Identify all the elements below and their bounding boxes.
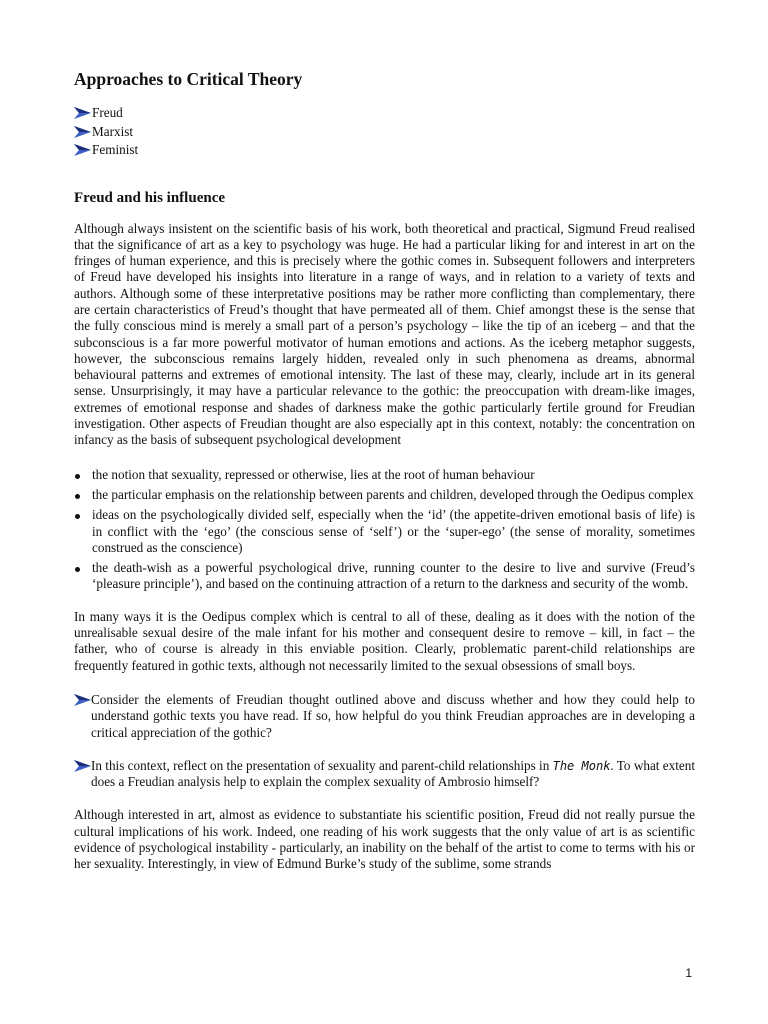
book-title: The Monk — [552, 758, 611, 773]
activity-task-2 — [74, 758, 695, 791]
list-item — [74, 467, 695, 483]
oedipus-paragraph: In many ways it is the Oedipus complex which is central to all of these, dealing as it does with the notion of the unrealisable sexual desire of the male infant for his mother and consequent desire to remove – kill, in fact – the father, who of course is already in this enviable position. Clearly, problematic parent-child relationships are frequently featured in gothic texts, although not necessarily limited to the sexual obsessions of small boys. — [74, 608, 695, 673]
bullet-dot-icon — [75, 514, 80, 519]
arrow-bullet-icon — [74, 144, 91, 156]
topic-label: Feminist — [92, 142, 139, 157]
list-item — [74, 560, 695, 593]
task-text-after: . To what extent does a Freudian analysis help to explain the complex sexuality of Ambrosio himself? — [91, 757, 695, 790]
page-content — [74, 68, 695, 891]
list-item-text: the death-wish as a powerful psychological drive, running counter to the desire to live and survive (Freud’s ‘pleasure principle’), and based on the continuing attraction of a return to the darkness and security of the womb. — [92, 560, 695, 592]
arrow-bullet-icon — [74, 760, 91, 772]
topic-list — [74, 104, 695, 160]
list-item — [74, 487, 695, 503]
topic-item — [74, 104, 695, 123]
arrow-bullet-icon — [74, 694, 91, 706]
page-title: Approaches to Critical Theory — [74, 69, 303, 89]
task-text: Consider the elements of Freudian thought outlined above and discuss whether and how they could help to understand gothic texts you have read. If so, how helpful do you think Freudian approaches are in developing a critical appreciation of the gothic? — [91, 691, 695, 740]
arrow-bullet-icon — [74, 107, 91, 119]
closing-paragraph: Although interested in art, almost as evidence to substantiate his scientific position, Freud did not really pursue the cultural implications of his work. Indeed, one reading of his work suggests that the only value of art is as scientific evidence of psychological instability - particularly, an inability on the behalf of the artist to come to terms with his or her sexuality. Interestingly, in view of Edmund Burke’s study of the sublime, some strands — [74, 807, 695, 872]
bullet-dot-icon — [75, 567, 80, 572]
freud-aspects-list — [74, 467, 695, 593]
task-text — [91, 758, 695, 791]
list-item-text: ideas on the psychologically divided self, especially when the ‘id’ (the appetite-driven emotional basis of life) is in conflict with the ‘ego’ (the conscious sense of ‘self’) or the ‘super-ego’ (the sense of morality, sometimes construed as the conscience) — [92, 507, 695, 555]
arrow-bullet-icon — [74, 126, 91, 138]
intro-paragraph: Although always insistent on the scientific basis of his work, both theoretical and practical, Sigmund Freud realised that the significance of art as a key to psychology was huge. He had a particular liking for and interest in art on the fringes of human experience, and this is precisely where the gothic comes in. Subsequent followers and interpreters of Freud have developed his insights into literature in a range of ways, and in relation to a variety of texts and authors. Although some of these interpretative positions may be rather more conflicting than complementary, there are certain characteristics of Freud’s thought that have permeated all of them. Chief amongst these is the sense that the fully conscious mind is merely a small part of a person’s psychology – like the tip of an iceberg – and that the subconscious is a far more powerful motivator of human emotions and actions. As the iceberg metaphor suggests, however, the subconscious remains largely hidden, revealed only in such phenomena as dreams, abnormal behavioural patterns and extremes of emotional intensity. The last of these may, clearly, include art in its general sense. Unsurprisingly, it may have a particular relevance to the gothic: the preoccupation with dream-like images, extremes of emotional response and shades of darkness make the gothic particularly fertile ground for Freudian investigation. Other aspects of Freudian thought are also especially apt in this context, notably: the concentration on infancy as the basis of subsequent psychological development — [74, 220, 695, 448]
section-heading: Freud and his influence — [74, 189, 226, 206]
bullet-dot-icon — [75, 474, 80, 479]
activity-task-1 — [74, 692, 695, 741]
topic-item — [74, 141, 695, 160]
topic-label: Freud — [92, 105, 123, 120]
list-item-text: the notion that sexuality, repressed or otherwise, lies at the root of human behaviour — [92, 466, 535, 482]
task-text-before: In this context, reflect on the presentation of sexuality and parent-child relationships in — [91, 757, 553, 773]
topic-item — [74, 123, 695, 142]
page-number: 1 — [685, 966, 692, 980]
bullet-dot-icon — [75, 494, 80, 499]
list-item-text: the particular emphasis on the relationship between parents and children, developed through the Oedipus complex — [92, 486, 694, 502]
topic-label: Marxist — [92, 123, 134, 139]
list-item — [74, 507, 695, 556]
